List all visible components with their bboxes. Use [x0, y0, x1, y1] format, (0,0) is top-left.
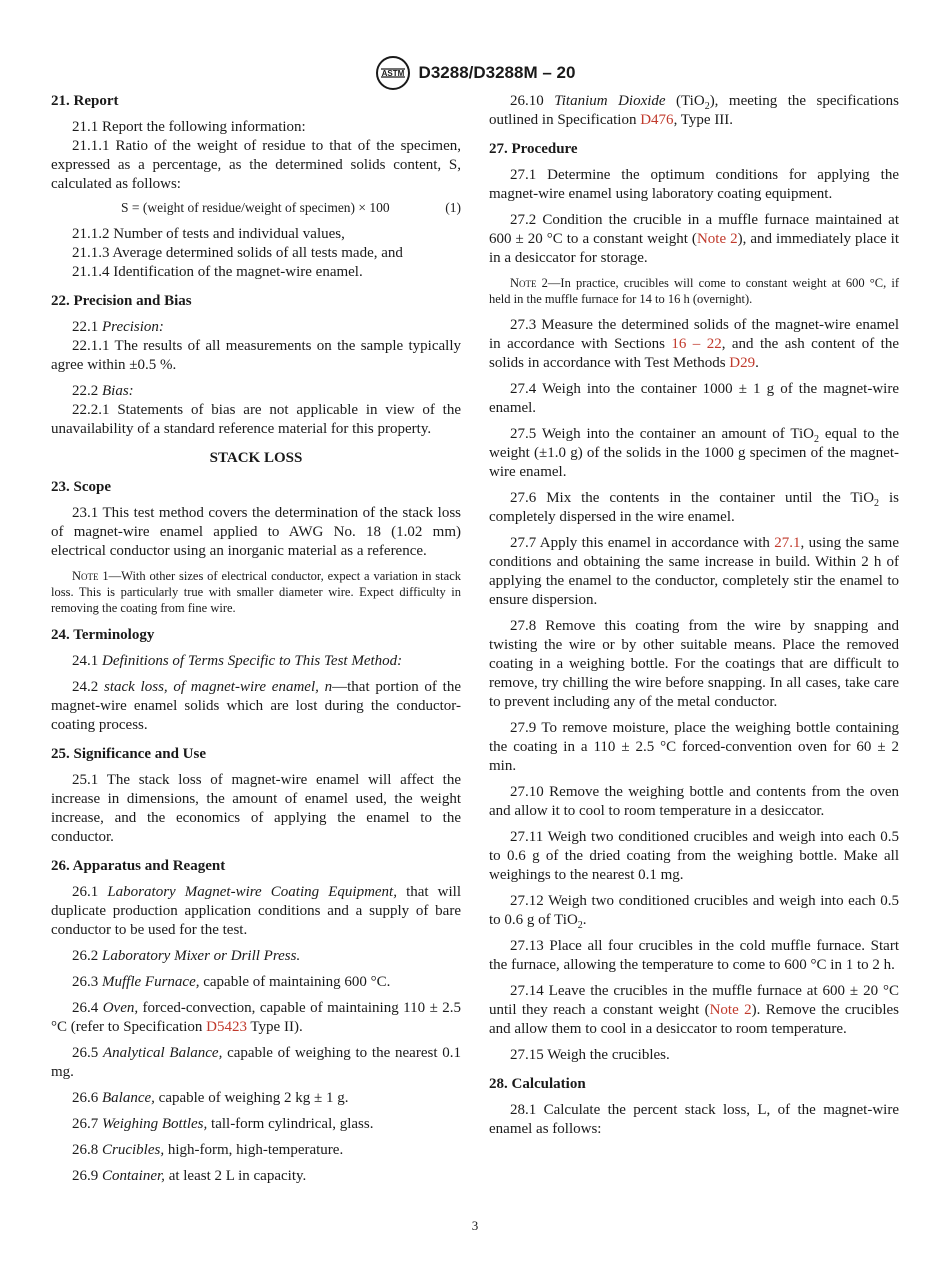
para-21-1-4: 21.1.4 Identification of the magnet-wire enamel. [72, 264, 363, 280]
para-27-2: 27.2 Condition the crucible in a muffle furnace maintained at 600 ± 20 °C to a constant weight (Note 2), and immediately place it in a desiccator for storage. [489, 212, 899, 266]
para-27-3: 27.3 Measure the determined solids of the magnet-wire enamel in accordance with Sections 16 – 22, and the ash content of the solids in accordance with Test Methods D29. [489, 317, 900, 371]
para-21-1: 21.1 Report the following information: [72, 119, 306, 135]
page-header [0, 55, 950, 91]
equation-1-formula: S = (weight of residue/weight of specimen) × 100 [121, 200, 390, 215]
para-24-1: 24.1 Definitions of Terms Specific to This Test Method: [72, 653, 403, 669]
link-27-1[interactable]: 27.1 [774, 535, 801, 551]
para-26-3: 26.3 Muffle Furnace, capable of maintaining 600 °C. [72, 974, 391, 990]
para-22-1: 22.1 Precision: [72, 319, 164, 335]
para-26-10: 26.10 Titanium Dioxide (TiO$_2$), meeting the specifications outlined in Specification D476, Type III. [489, 93, 899, 128]
para-26-5: 26.5 Analytical Balance, capable of weighing to the nearest 0.1 mg. [51, 1045, 461, 1080]
astm-logo-icon [375, 55, 411, 91]
para-22-2: 22.2 Bias: [72, 383, 134, 399]
para-27-13: 27.13 Place all four crucibles in the cold muffle furnace. Start the furnace, allowing the temperature to come to 600 °C in 1 to 2 h. [489, 938, 899, 973]
para-26-2: 26.2 Laboratory Mixer or Drill Press. [72, 948, 301, 964]
para-24-2: 24.2 stack loss, of magnet-wire enamel, n—that portion of the magnet-wire enamel solids which are lost during the conductor-coating process. [51, 679, 461, 733]
para-27-8: 27.8 Remove this coating from the wire by snapping and twisting the wire or by other suitable means. Place the removed coating in a weighing bottle. For the coatings that are difficult to remove, try chilling the wire before snapping. In all cases, take care to prevent including any of the metal conductor. [489, 618, 899, 710]
para-22-1-1: 22.1.1 The results of all measurements on the sample typically agree within ±0.5 %. [51, 338, 461, 373]
link-sections-16-22[interactable]: 16 – 22 [671, 336, 722, 352]
para-22-2-1: 22.2.1 Statements of bias are not applicable in view of the unavailability of a standard reference material for this property. [51, 402, 461, 437]
svg-text:ASTM: ASTM [381, 69, 404, 78]
left-column [51, 92, 461, 1193]
stack-loss-heading: STACK LOSS [209, 450, 303, 466]
link-note-2[interactable]: Note 2 [709, 1002, 752, 1018]
para-26-1: 26.1 Laboratory Magnet-wire Coating Equipment, that will duplicate production application conditions and a supply of bare conductor to be used for the test. [51, 884, 461, 938]
para-26-4: 26.4 Oven, forced-convection, capable of maintaining 110 ± 2.5 °C (refer to Specification D5423 Type II). [51, 1000, 461, 1035]
section-25-title: 25. Significance and Use [51, 746, 207, 762]
link-d5423[interactable]: D5423 [206, 1019, 247, 1035]
para-23-1: 23.1 This test method covers the determination of the stack loss of magnet-wire enamel applied to AWG No. 18 (1.02 mm) electrical conductor using an inorganic material as a reference. [51, 505, 461, 559]
para-27-5: 27.5 Weigh into the container an amount of TiO$_2$ equal to the weight (±1.0 g) of the solids in the 1000 g specimen of the magnet-wire enamel. [489, 426, 899, 480]
note-1: Note 1—With other sizes of electrical conductor, expect a variation in stack loss. This is particularly true with smaller diameter wire. Expect difficulty in removing the coating from fine wire. [51, 569, 461, 615]
para-27-15: 27.15 Weigh the crucibles. [510, 1047, 670, 1063]
link-d476[interactable]: D476 [640, 112, 674, 128]
para-26-7: 26.7 Weighing Bottles, tall-form cylindrical, glass. [72, 1116, 374, 1132]
note-2: Note 2—In practice, crucibles will come to constant weight at 600 °C, if held in the muffle furnace for 14 to 16 h (overnight). [489, 276, 899, 306]
para-27-4: 27.4 Weigh into the container 1000 ± 1 g of the magnet-wire enamel. [489, 381, 899, 416]
link-note-2[interactable]: Note 2 [696, 231, 738, 247]
section-23-title: 23. Scope [51, 479, 111, 495]
para-27-1: 27.1 Determine the optimum conditions for applying the magnet-wire enamel using laboratory coating equipment. [489, 167, 899, 202]
section-24-title: 24. Terminology [51, 627, 155, 643]
para-27-14: 27.14 Leave the crucibles in the muffle furnace at 600 ± 20 °C until they reach a constant weight (Note 2). Remove the crucibles and allow them to cool in a desiccator to room temperature. [489, 983, 899, 1037]
para-21-1-3: 21.1.3 Average determined solids of all tests made, and [72, 245, 403, 261]
document-id: D3288/D3288M – 20 [418, 63, 576, 82]
section-27-title: 27. Procedure [489, 141, 578, 157]
para-26-8: 26.8 Crucibles, high-form, high-temperature. [72, 1142, 344, 1158]
equation-1-number: (1) [445, 200, 461, 215]
para-28-1: 28.1 Calculate the percent stack loss, L, of the magnet-wire enamel as follows: [489, 1102, 899, 1137]
para-26-6: 26.6 Balance, capable of weighing 2 kg ± 1 g. [72, 1090, 349, 1106]
section-22-title: 22. Precision and Bias [51, 293, 192, 309]
link-d29[interactable]: D29 [729, 355, 756, 371]
section-28-title: 28. Calculation [489, 1076, 586, 1092]
para-27-9: 27.9 To remove moisture, place the weighing bottle containing the coating in a 110 ± 2.5 °C forced-convention oven for 60 ± 2 min. [489, 720, 899, 774]
right-column [489, 92, 899, 1146]
page-number: 3 [471, 1218, 479, 1233]
section-26-title: 26. Apparatus and Reagent [51, 858, 226, 874]
para-21-1-1: 21.1.1 Ratio of the weight of residue to that of the specimen, expressed as a percentage, as the determined solids content, S, calculated as follows: [51, 138, 461, 192]
para-27-7: 27.7 Apply this enamel in accordance with 27.1, using the same conditions and obtaining the same increase in build. Within 2 h of applying the enamel to the conductor, completely stir the enamel to ensure dispersion. [489, 535, 899, 608]
para-27-10: 27.10 Remove the weighing bottle and contents from the oven and allow it to cool to room temperature in a desiccator. [489, 784, 899, 819]
para-26-9: 26.9 Container, at least 2 L in capacity. [72, 1168, 307, 1184]
para-25-1: 25.1 The stack loss of magnet-wire enamel will affect the increase in dimensions, the amount of enamel used, the weight increase, and the economics of applying the enamel to the conductor. [51, 772, 461, 845]
para-21-1-2: 21.1.2 Number of tests and individual values, [72, 226, 345, 242]
equation-1 [51, 198, 461, 217]
section-21-title: 21. Report [51, 93, 119, 109]
para-27-12: 27.12 Weigh two conditioned crucibles and weigh into each 0.5 to 0.6 g of TiO$_2$. [489, 893, 899, 931]
para-27-6: 27.6 Mix the contents in the container until the TiO$_2$ is completely dispersed in the wire enamel. [489, 490, 899, 525]
para-27-11: 27.11 Weigh two conditioned crucibles and weigh into each 0.5 to 0.6 g of the dried coating from the weighing bottle. Make all weighings to the nearest 0.1 mg. [489, 829, 899, 883]
